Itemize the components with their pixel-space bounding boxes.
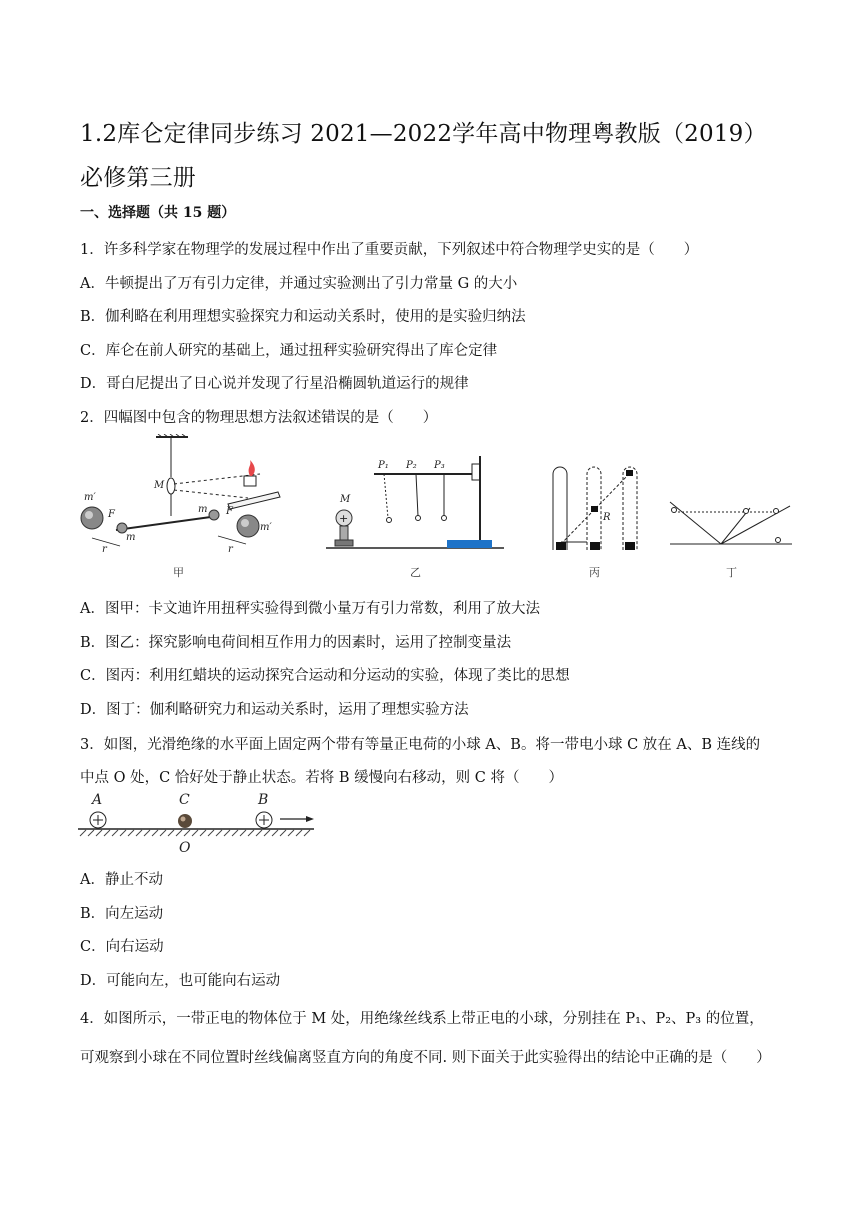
figure-label-yi: 乙 bbox=[410, 566, 421, 579]
question-4-stem-line-1: 4．如图所示，一带正电的物体位于 M 处，用绝缘丝线系上带正电的小球，分别挂在 P₁、P₂、P₃ 的位置， bbox=[80, 1011, 764, 1027]
label-r-left: r bbox=[102, 544, 107, 555]
label-B: B bbox=[258, 792, 269, 808]
label-F-right: F bbox=[226, 506, 233, 517]
label-M: M bbox=[340, 494, 351, 505]
question-1-option-b[interactable]: B．伽利略在利用理想实验探究力和运动关系时，使用的是实验归纳法 bbox=[80, 309, 526, 325]
figure-label-bing: 丙 bbox=[589, 566, 600, 579]
question-1-option-c[interactable]: C．库仑在前人研究的基础上，通过扭秤实验研究得出了库仑定律 bbox=[80, 343, 498, 359]
figure-label-jia: 甲 bbox=[173, 566, 184, 579]
question-4-stem-line-2: 可观察到小球在不同位置时丝线偏离竖直方向的角度不同. 则下面关于此实验得出的结论中正确的是（ ） bbox=[80, 1050, 771, 1066]
label-r-right: r bbox=[228, 544, 233, 555]
label-m-prime-right: m′ bbox=[260, 522, 272, 533]
label-m-prime-left: m′ bbox=[84, 492, 96, 503]
question-3-option-d[interactable]: D．可能向左，也可能向右运动 bbox=[80, 973, 281, 989]
question-2-option-a[interactable]: A．图甲：卡文迪许用扭秤实验得到微小量万有引力常数，利用了放大法 bbox=[80, 601, 540, 617]
question-2-option-c[interactable]: C．图丙：利用红蜡块的运动探究合运动和分运动的实验，体现了类比的思想 bbox=[80, 668, 570, 684]
label-R: R bbox=[603, 512, 611, 523]
question-3-option-b[interactable]: B．向左运动 bbox=[80, 906, 164, 922]
label-P3: P₃ bbox=[434, 460, 445, 471]
label-m-right: m bbox=[198, 504, 208, 515]
label-P2: P₂ bbox=[406, 460, 417, 471]
svg-text:+: + bbox=[339, 512, 349, 525]
question-3-stem-line-2: 中点 O 处，C 恰好处于静止状态。若将 B 缓慢向右移动，则 C 将（ ） bbox=[80, 770, 563, 786]
question-3-option-a[interactable]: A．静止不动 bbox=[80, 872, 163, 888]
question-2-option-d[interactable]: D．图丁：伽利略研究力和运动关系时，运用了理想实验方法 bbox=[80, 702, 469, 718]
question-1-option-a[interactable]: A．牛顿提出了万有引力定律，并通过实验测出了引力常量 G 的大小 bbox=[80, 276, 518, 292]
question-3-option-c[interactable]: C．向右运动 bbox=[80, 939, 164, 955]
figure-inclined-planes bbox=[666, 496, 796, 580]
question-1-option-d[interactable]: D．哥白尼提出了日心说并发现了行星沿椭圆轨道运行的规律 bbox=[80, 376, 469, 392]
question-1-stem: 1．许多科学家在物理学的发展过程中作出了重要贡献，下列叙述中符合物理学史实的是（ ） bbox=[80, 242, 699, 258]
label-O: O bbox=[179, 840, 191, 856]
figure-charges-on-line bbox=[78, 790, 318, 856]
document-title: 1.2库仑定律同步练习 2021—2022学年高中物理粤教版（2019）必修第三册 bbox=[80, 121, 767, 191]
question-3-stem-line-1: 3．如图，光滑绝缘的水平面上固定两个带有等量正电荷的小球 A、B。将一带电小球 C 放在 A、B 连线的 bbox=[80, 737, 761, 753]
figure-wax-tubes bbox=[545, 436, 645, 580]
label-P1: P₁ bbox=[378, 460, 389, 471]
label-F-left: F bbox=[108, 509, 115, 520]
figure-torsion-balance bbox=[78, 434, 288, 579]
question-2-option-b[interactable]: B．图乙：探究影响电荷间相互作用力的因素时，运用了控制变量法 bbox=[80, 635, 512, 651]
label-C: C bbox=[179, 792, 190, 808]
figure-label-ding: 丁 bbox=[726, 566, 737, 579]
question-2-stem: 2．四幅图中包含的物理思想方法叙述错误的是（ ） bbox=[80, 410, 438, 426]
label-m-left: m bbox=[126, 532, 136, 543]
figure-hanging-balls bbox=[322, 446, 507, 580]
label-A: A bbox=[92, 792, 103, 808]
label-M: M bbox=[154, 480, 165, 491]
section-heading: 一、选择题（共 15 题） bbox=[80, 205, 236, 221]
